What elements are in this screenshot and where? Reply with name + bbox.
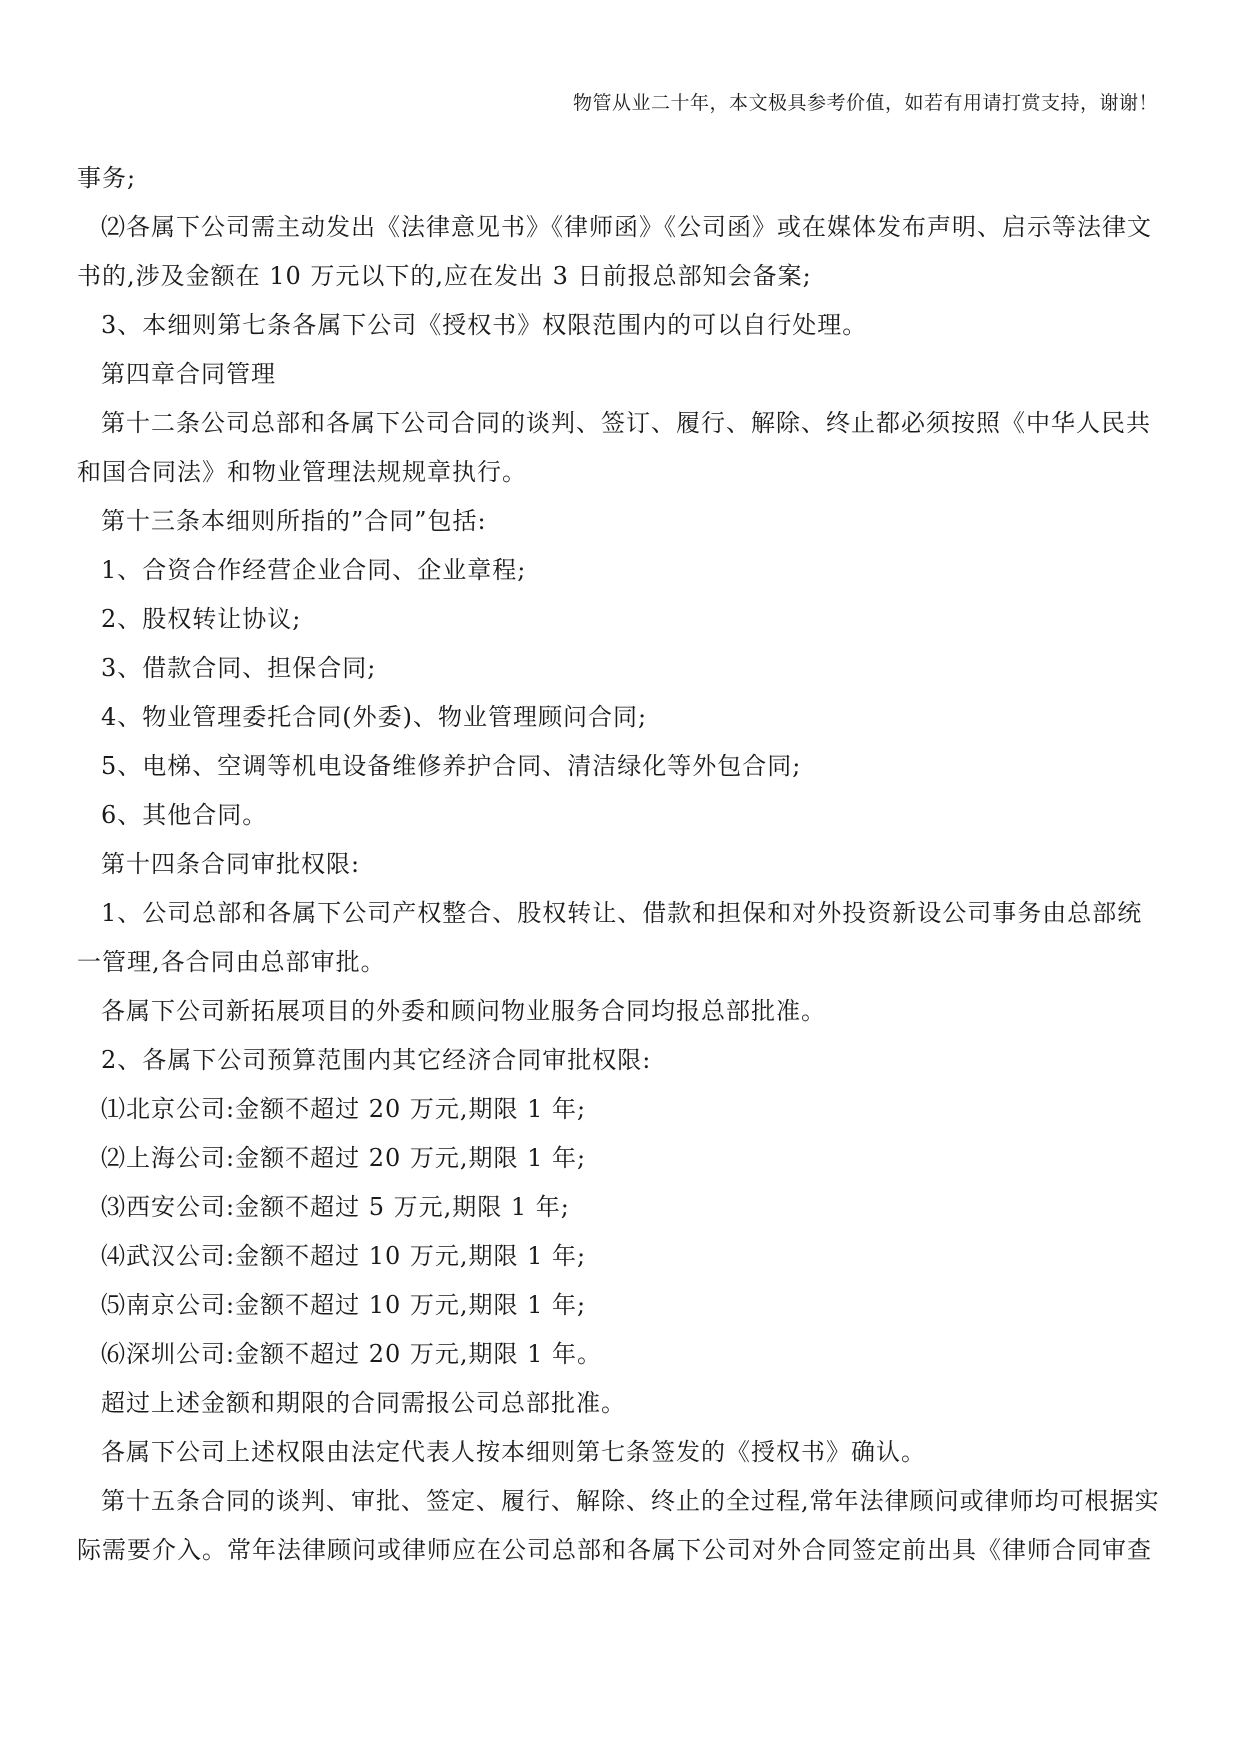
header-note: 物管从业二十年，本文极具参考价值，如若有用请打赏支持，谢谢！ [572,92,1158,114]
paragraph: ⑵各属下公司需主动发出《法律意见书》《律师函》《公司函》或在媒体发布声明、启示等法律文书的,涉及金额在 10 万元以下的,应在发出 3 日前报总部知会备案; [77,213,1152,290]
list-item: ⑶西安公司:金额不超过 5 万元,期限 1 年; [101,1193,570,1221]
list-item: 1、公司总部和各属下公司产权整合、股权转让、借款和担保和对外投资新设公司事务由总部统一管理,各合同由总部审批。 [77,899,1143,976]
paragraph: 各属下公司新拓展项目的外委和顾问物业服务合同均报总部批准。 [101,997,826,1025]
list-item: ⑵上海公司:金额不超过 20 万元,期限 1 年; [101,1144,587,1172]
list-item: ⑸南京公司:金额不超过 10 万元,期限 1 年; [101,1291,587,1319]
document-body [77,154,1165,1575]
paragraph: 第十四条合同审批权限: [101,850,361,878]
chapter-heading: 第四章合同管理 [101,360,276,388]
paragraph: 第十五条合同的谈判、审批、签定、履行、解除、终止的全过程,常年法律顾问或律师均可根据实际需要介入。常年法律顾问或律师应在公司总部和各属下公司对外合同签定前出具《律师合同审查 [77,1487,1160,1564]
list-item: 2、各属下公司预算范围内其它经济合同审批权限: [101,1046,652,1074]
list-item: ⑴北京公司:金额不超过 20 万元,期限 1 年; [101,1095,587,1123]
list-item: 4、物业管理委托合同(外委)、物业管理顾问合同; [101,703,648,731]
list-item: 3、借款合同、担保合同; [101,654,377,682]
list-item: 2、股权转让协议; [101,605,302,633]
list-item: ⑹深圳公司:金额不超过 20 万元,期限 1 年。 [101,1340,603,1368]
paragraph: 各属下公司上述权限由法定代表人按本细则第七条签发的《授权书》确认。 [101,1438,926,1466]
paragraph: 第十二条公司总部和各属下公司合同的谈判、签订、履行、解除、终止都必须按照《中华人民共和国合同法》和物业管理法规规章执行。 [77,409,1151,486]
paragraph: 3、本细则第七条各属下公司《授权书》权限范围内的可以自行处理。 [101,311,868,339]
list-item: 5、电梯、空调等机电设备维修养护合同、清洁绿化等外包合同; [101,752,802,780]
paragraph: 第十三条本细则所指的”合同”包括: [101,507,487,535]
list-item: 6、其他合同。 [101,801,268,829]
paragraph: 超过上述金额和期限的合同需报公司总部批准。 [101,1389,626,1417]
paragraph: 事务; [77,164,137,192]
list-item: 1、合资合作经营企业合同、企业章程; [101,556,527,584]
list-item: ⑷武汉公司:金额不超过 10 万元,期限 1 年; [101,1242,587,1270]
